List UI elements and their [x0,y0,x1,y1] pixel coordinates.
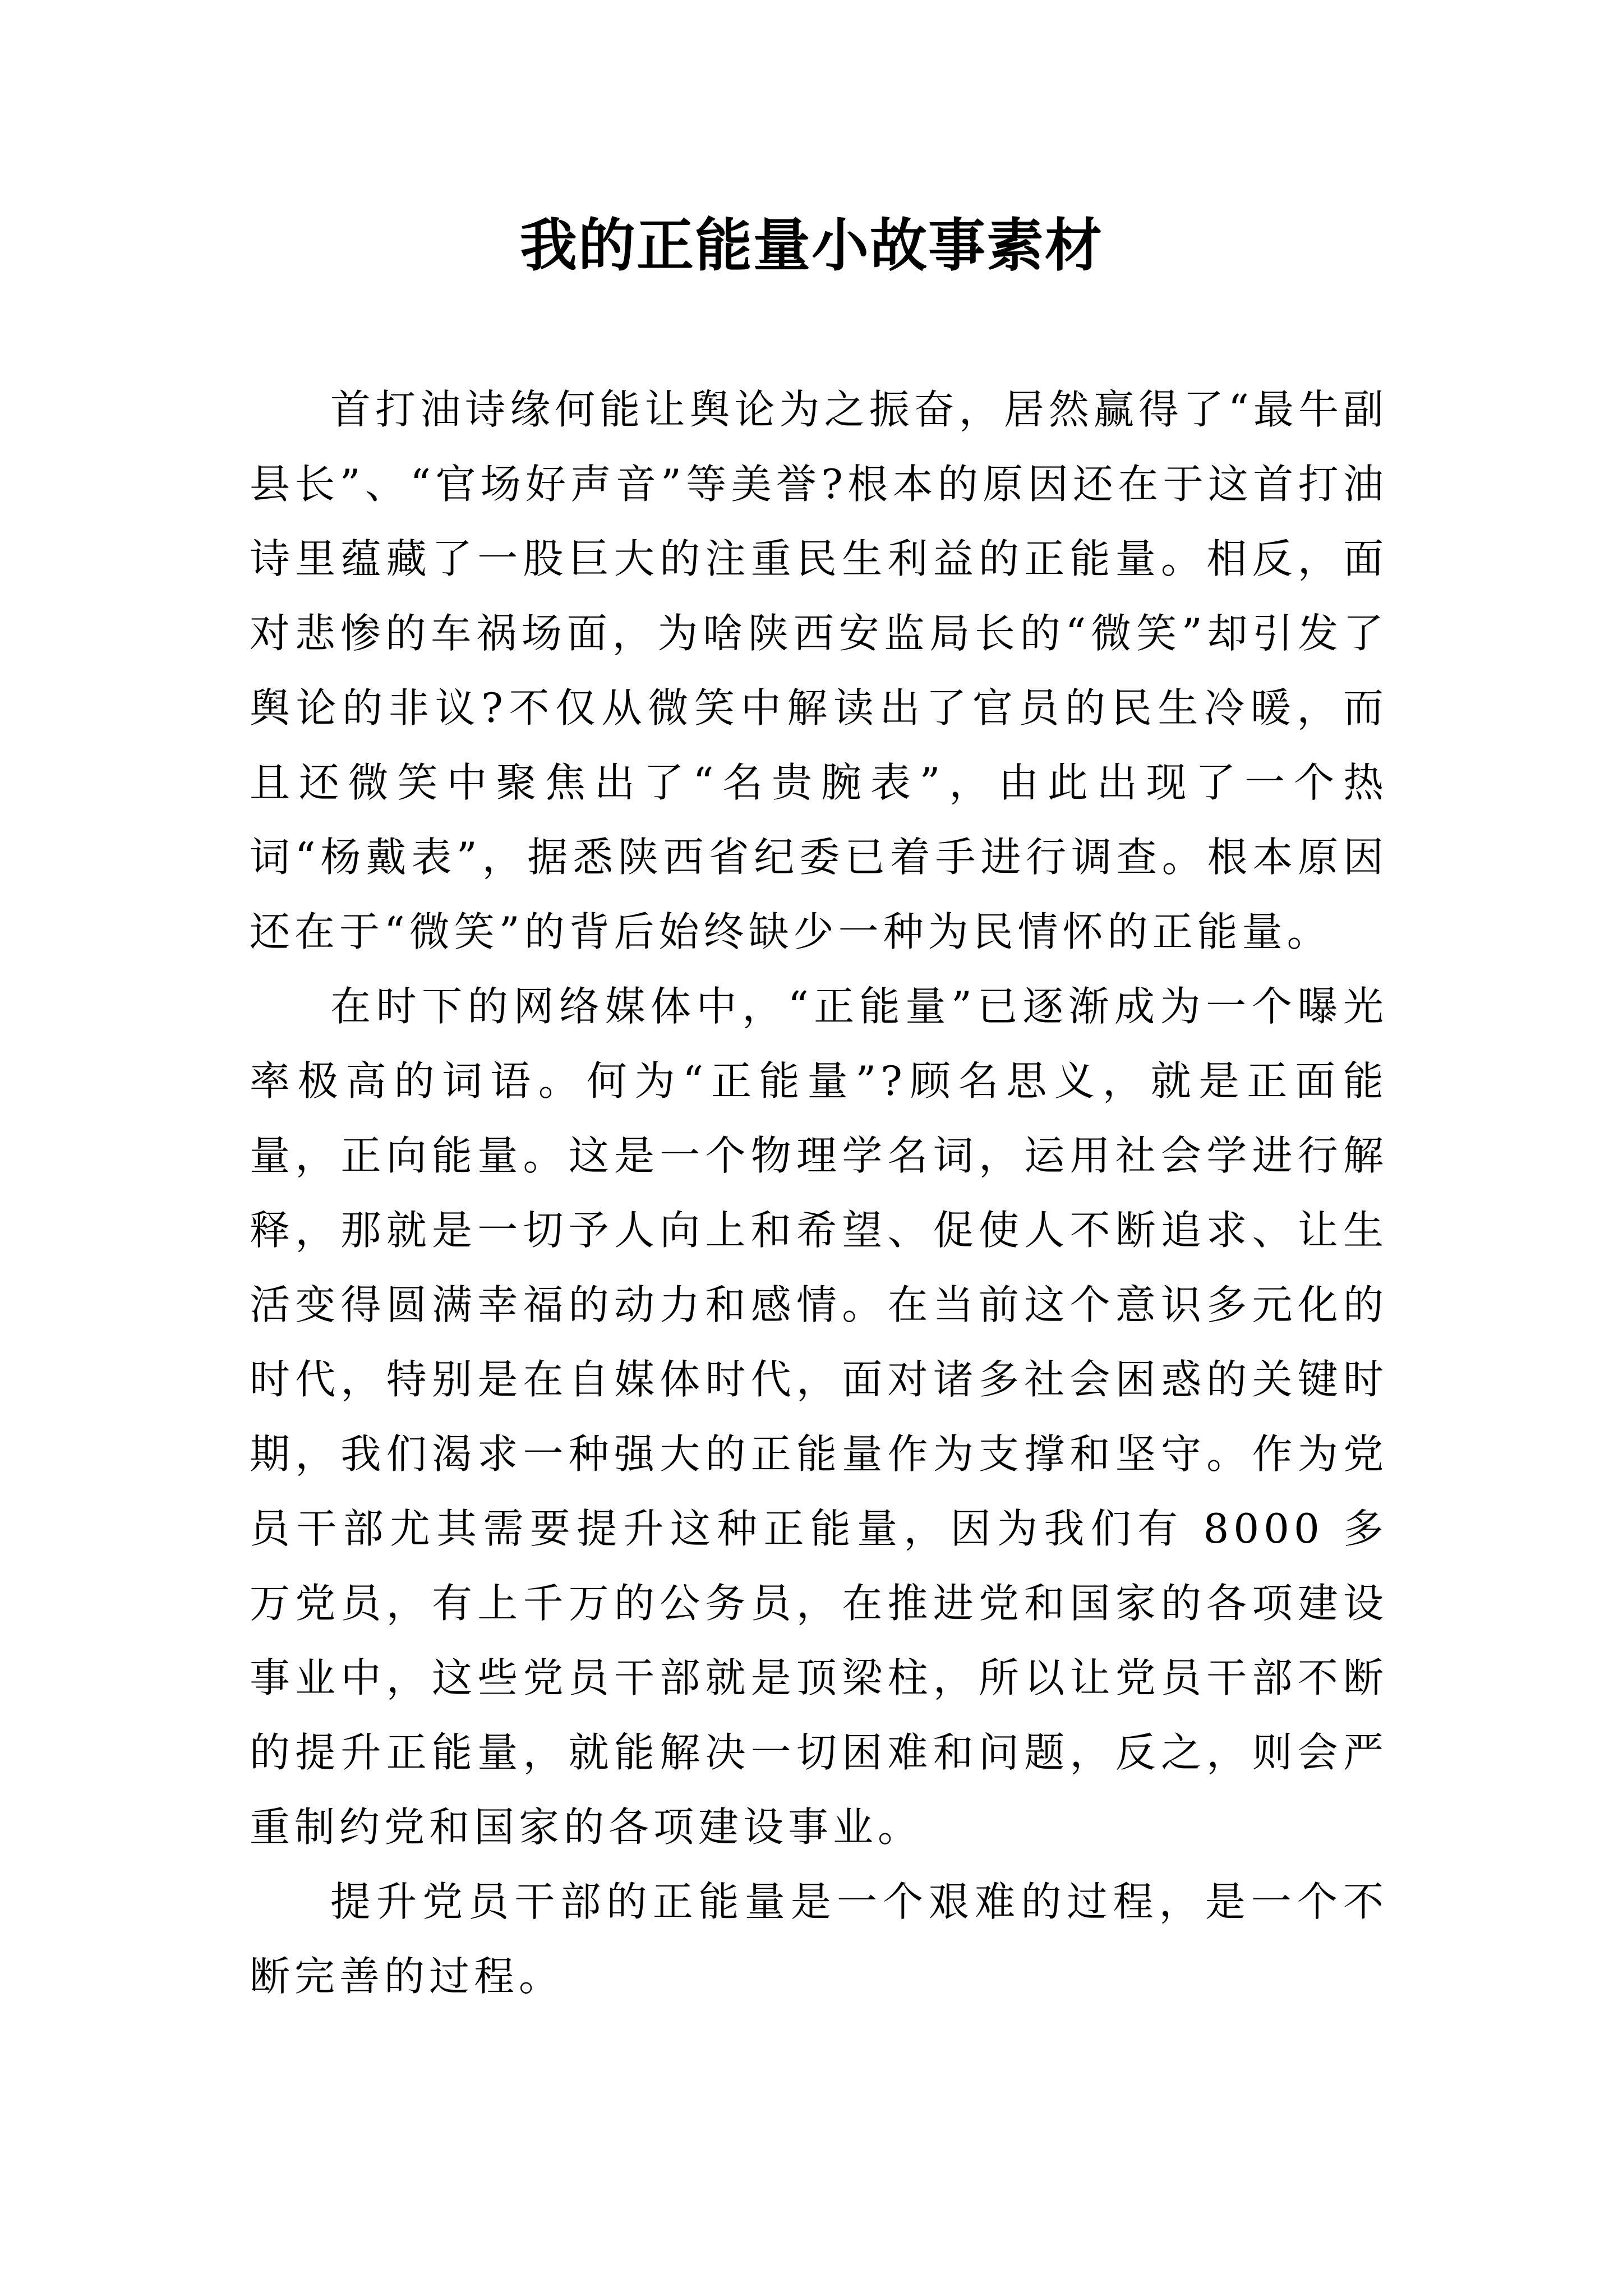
paragraph-3: 提升党员干部的正能量是一个艰难的过程，是一个不断完善的过程。 [250,1878,1388,2000]
paragraph-1: 首打油诗缘何能让舆论为之振奋，居然赢得了“最牛副县长”、“官场好声音”等美誉?根本的原因还在于这首打油诗里蕴藏了一股巨大的注重民生利益的正能量。相反，面对悲惨的车祸场面，为啥陕西安监局长的“微笑”却引发了舆论的非议?不仅从微笑中解读出了官员的民生冷暖，而且还微笑中聚焦出了“名贵腕表”，由此出现了一个热词“杨戴表”，据悉陕西省纪委已着手进行调查。根本原因还在于“微笑”的背后始终缺少一种为民情怀的正能量。 [250,386,1388,955]
document-title: 我的正能量小故事素材 [520,212,1103,279]
document-body [250,372,1388,2014]
paragraph-2: 在时下的网络媒体中，“正能量”已逐渐成为一个曝光率极高的词语。何为“正能量”?顾名思义，就是正面能量，正向能量。这是一个物理学名词，运用社会学进行解释，那就是一切予人向上和希望、促使人不断追求、让生活变得圆满幸福的动力和感情。在当前这个意识多元化的时代，特别是在自媒体时代，面对诸多社会困惑的关键时期，我们渴求一种强大的正能量作为支撑和坚守。作为党员干部尤其需要提升这种正能量，因为我们有 8000 多万党员，有上千万的公务员，在推进党和国家的各项建设事业中，这些党员干部就是顶梁柱，所以让党员干部不断的提升正能量，就能解决一切困难和问题，反之，则会严重制约党和国家的各项建设事业。 [250,983,1388,1851]
